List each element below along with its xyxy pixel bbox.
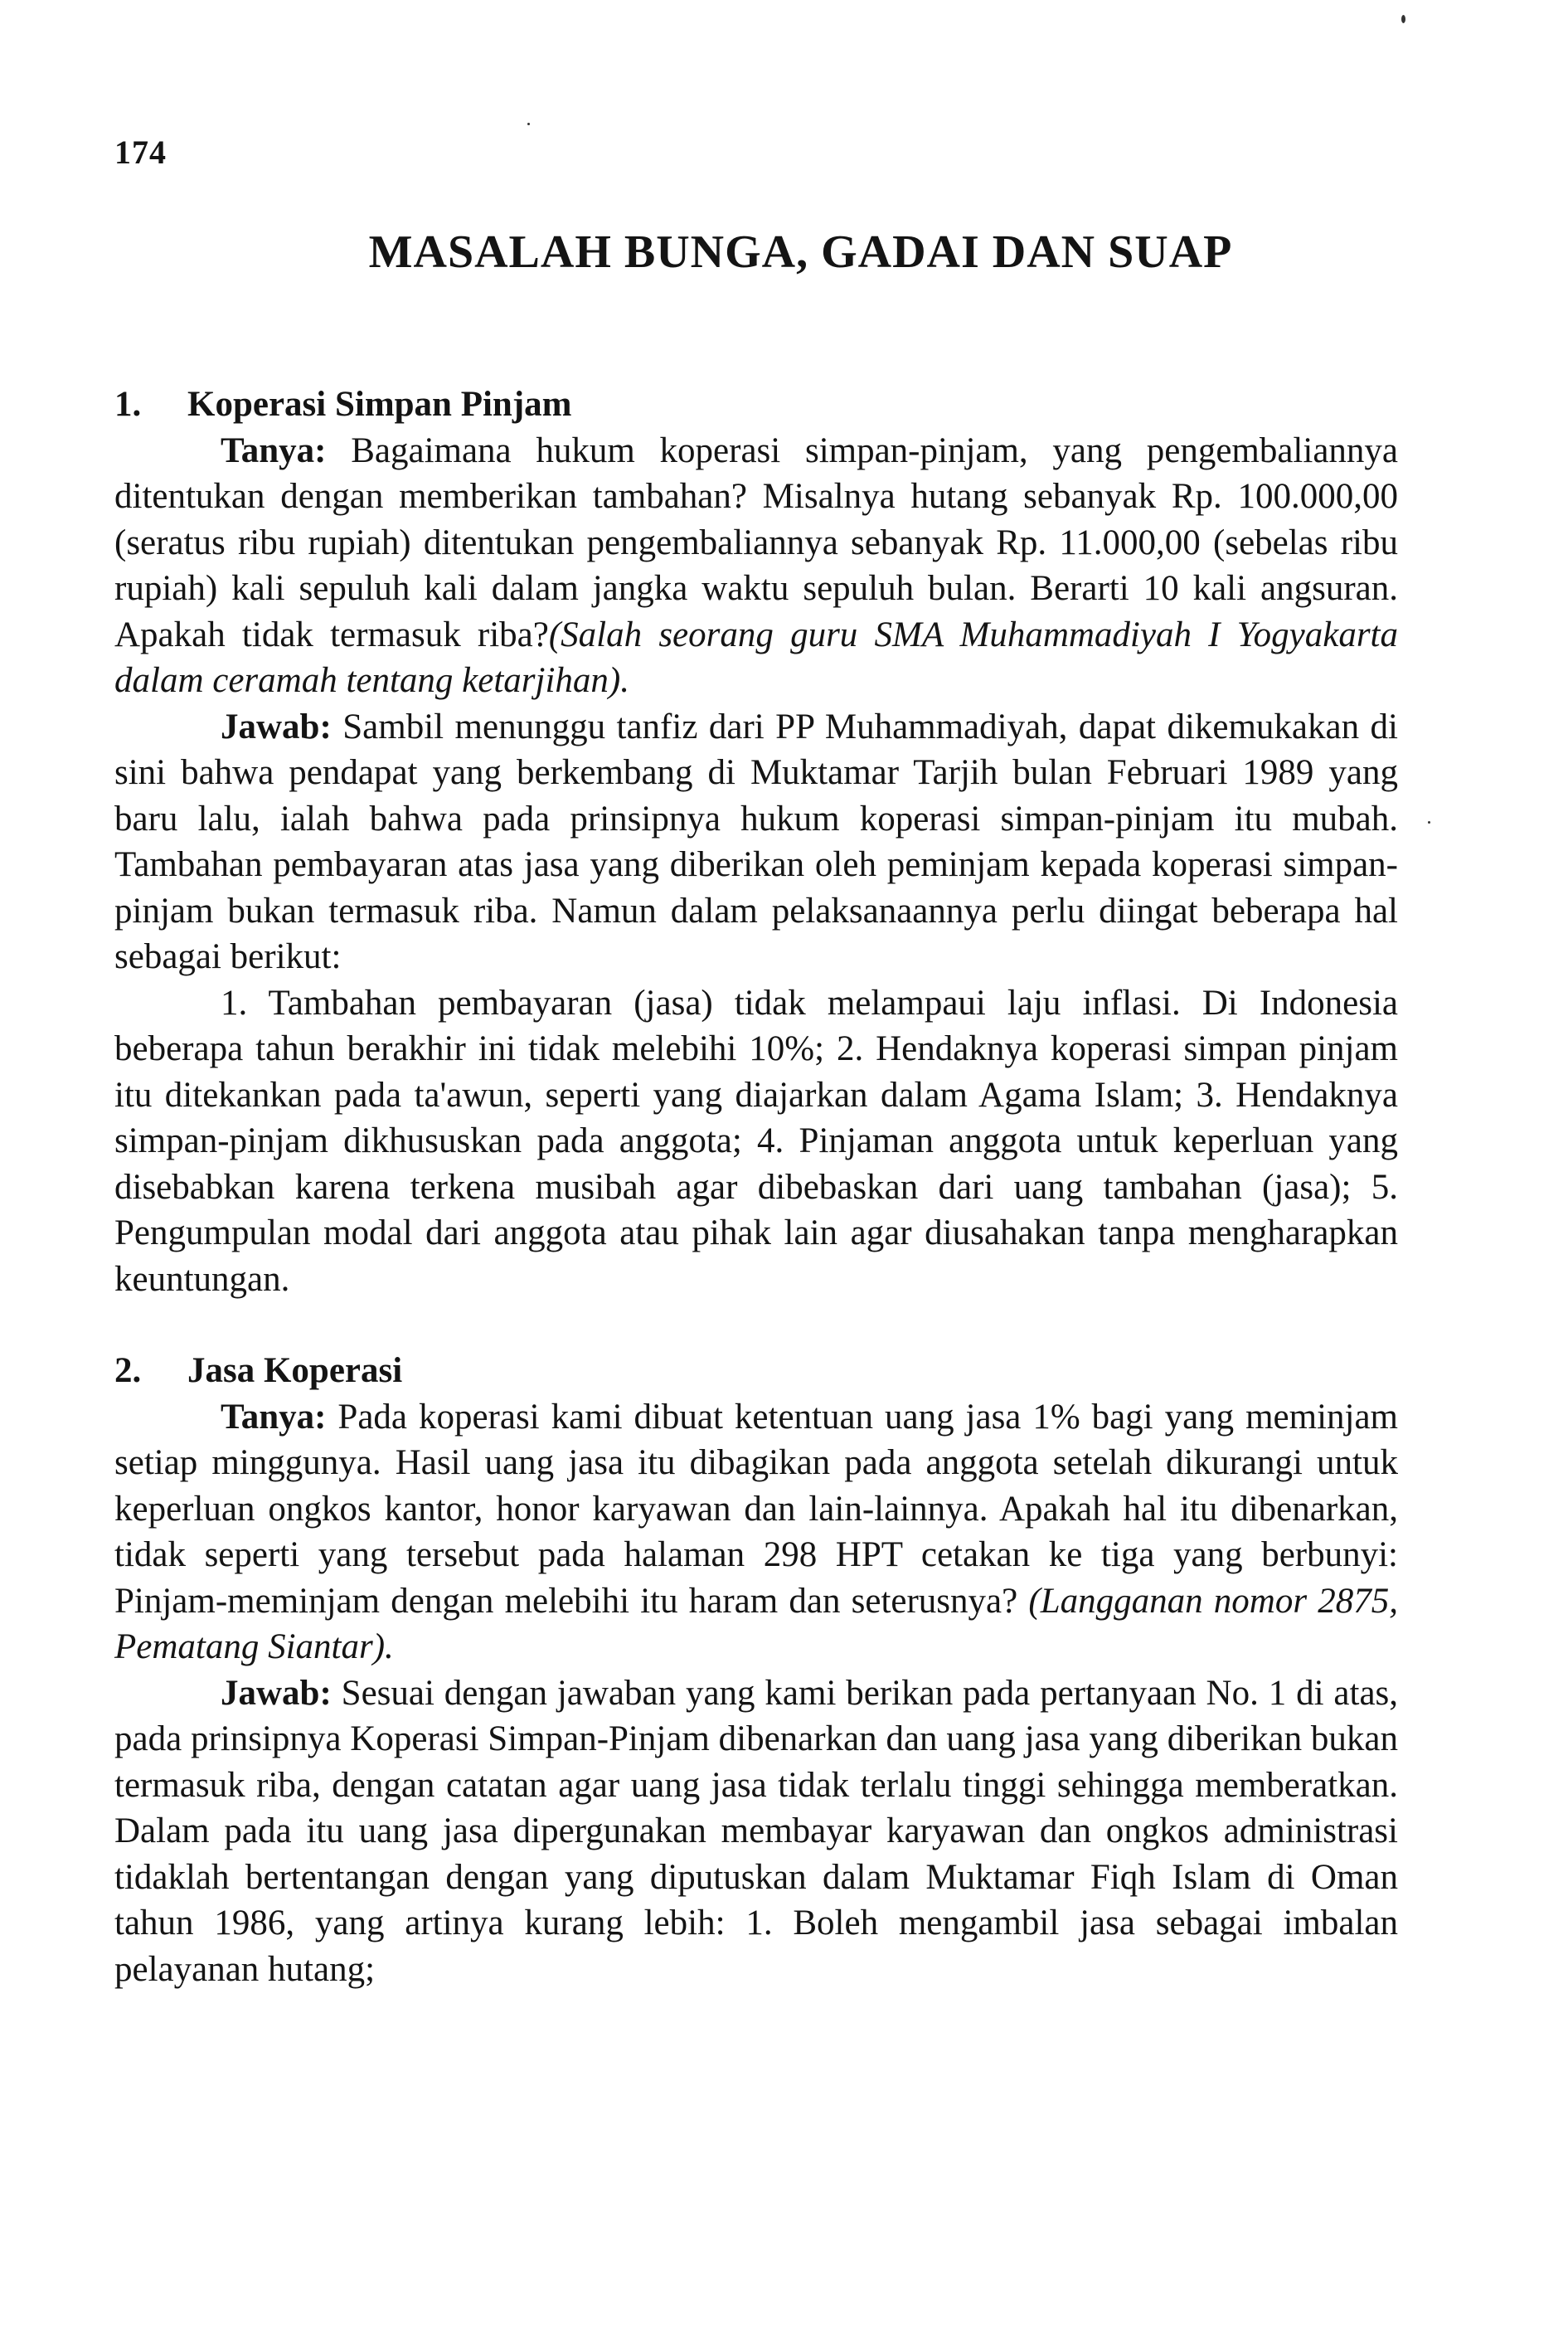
section-koperasi-simpan-pinjam bbox=[114, 382, 1398, 1302]
section-number: 2. bbox=[114, 1351, 142, 1390]
answer-paragraph bbox=[114, 1670, 1398, 1993]
answer-label: Jawab: bbox=[221, 1673, 332, 1713]
answer-list: 1. Tambahan pembayaran (jasa) tidak melampaui laju inflasi. Di Indonesia beberapa tahun berakhir ini tidak melebihi 10%; 2. Hendaknya koperasi simpan pinjam itu ditekankan pada ta'awun, seperti yang diajarkan dalam Agama Islam; 3. Hendaknya simpan-pinjam dikhususkan pada anggota; 4. Pinjaman anggota untuk keperluan yang disebabkan karena terkena musibah agar dibebaskan dari uang tambahan (jasa); 5. Pengumpulan modal dari anggota atau pihak lain agar diusahakan tanpa mengharapkan keuntungan. bbox=[114, 983, 1398, 1299]
answer-text: Sambil menunggu tanfiz dari PP Muhammadiyah, dapat dikemukakan di sini bahwa pendapat yang berkembang di Muktamar Tarjih bulan Februari 1989 yang baru lalu, ialah bahwa pada prinsipnya hukum koperasi simpan-pinjam itu mubah. Tambahan pembayaran atas jasa yang diberikan oleh peminjam kepada koperasi simpan-pinjam bukan termasuk riba. Namun dalam pelaksanaannya perlu diingat beberapa hal sebagai berikut: bbox=[114, 707, 1398, 976]
page-number: 174 bbox=[114, 134, 167, 171]
answer-text: Sesuai dengan jawaban yang kami berikan pada pertanyaan No. 1 di atas, pada prinsipnya Koperasi Simpan-Pinjam dibenarkan dan uang jasa yang diberikan bukan termasuk riba, dengan catatan agar uang jasa tidak terlalu tinggi sehingga memberatkan. Dalam pada itu uang jasa dipergunakan membayar karyawan dan ongkos administrasi tidaklah bertentangan dengan yang diputuskan dalam Muktamar Fiqh Islam di Oman tahun 1986, yang artinya kurang lebih: 1. Boleh mengambil jasa sebagai imbalan pelayanan hutang; bbox=[114, 1673, 1399, 1989]
scan-speck bbox=[1428, 821, 1430, 824]
section-jasa-koperasi bbox=[114, 1348, 1398, 1992]
page-title: MASALAH BUNGA, GADAI DAN SUAP bbox=[368, 226, 1233, 278]
section-heading bbox=[114, 1348, 1398, 1394]
section-number: 1. bbox=[114, 385, 142, 424]
question-label: Tanya: bbox=[221, 430, 327, 470]
question-source: (Langganan nomor 2875, Pematang Siantar). bbox=[114, 1581, 1399, 1666]
answer-paragraph bbox=[114, 704, 1398, 980]
scan-speck bbox=[527, 123, 530, 125]
question-paragraph bbox=[114, 1394, 1398, 1670]
scan-speck bbox=[1401, 15, 1405, 23]
question-source: (Salah seorang guru SMA Muhammadiyah I Yogyakarta dalam ceramah tentang ketarjihan). bbox=[114, 615, 1398, 700]
question-text: Bagaimana hukum koperasi simpan-pinjam, yang pengembaliannya ditentukan dengan memberikan tambahan? Misalnya hutang sebanyak Rp. 100.000,00 (seratus ribu rupiah) ditentukan pengembaliannya sebanyak Rp. 11.000,00 (sebelas ribu rupiah) kali sepuluh kali dalam jangka waktu sepuluh bulan. Berarti 10 kali angsuran. Apakah tidak termasuk riba? bbox=[114, 430, 1398, 654]
question-label: Tanya: bbox=[221, 1397, 327, 1437]
question-paragraph bbox=[114, 428, 1398, 704]
question-text: Pada koperasi kami dibuat ketentuan uang jasa 1% bagi yang meminjam setiap minggunya. Hasil uang jasa itu dibagikan pada anggota setelah dikurangi untuk keperluan ongkos kantor, honor karyawan dan lain-lainnya. Apakah hal itu dibenarkan, tidak seperti yang tersebut pada halaman 298 HPT cetakan ke tiga yang berbunyi: Pinjam-meminjam dengan melebihi itu haram dan seterusnya? bbox=[114, 1397, 1398, 1621]
section-heading bbox=[114, 382, 1398, 428]
body-text bbox=[114, 382, 1398, 1992]
section-title: Jasa Koperasi bbox=[187, 1351, 403, 1390]
section-title: Koperasi Simpan Pinjam bbox=[187, 385, 572, 424]
answer-label: Jawab: bbox=[221, 707, 332, 746]
